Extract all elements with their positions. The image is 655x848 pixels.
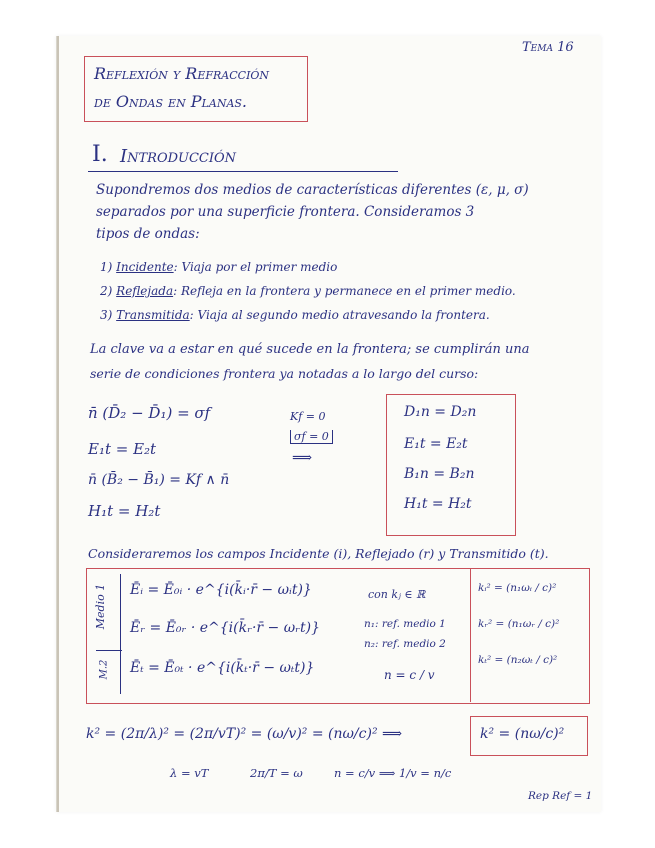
field-reflected: Ēᵣ = Ē₀ᵣ · e^{i(k̄ᵣ·r̄ − ωᵣt)} (130, 620, 321, 636)
list-number: 1) (100, 260, 113, 274)
medio2-label: M.2 (98, 659, 110, 680)
list-term: Reflejada (116, 284, 174, 298)
note-sigma: σf = 0 (290, 430, 333, 444)
page-margin-line (57, 36, 59, 812)
list-item (100, 308, 490, 322)
boundary-eq-3: n̄ (B̄₂ − B̄₁) = Kf ∧ n̄ (88, 472, 230, 488)
boundary-eq-4: H₁t = H₂t (88, 502, 161, 520)
fields-divider (470, 568, 471, 702)
list-item (100, 260, 337, 274)
key-line-2: serie de condiciones frontera ya notadas a lo largo del curso: (90, 366, 479, 381)
list-term: Incidente (116, 260, 174, 274)
condition-bn: B₁n = B₂n (404, 466, 475, 482)
medio-divider (120, 574, 121, 694)
note-n-def: n = c / v (384, 668, 435, 682)
condition-dn: D₁n = D₂n (404, 404, 477, 420)
section-title: Introducción (120, 146, 237, 167)
list-desc: : Refleja en la frontera y permanece en el primer medio. (173, 284, 516, 298)
note-kf: Kf = 0 (290, 410, 326, 423)
tema-label: Tema 16 (522, 40, 574, 55)
result-formula: k² = (nω/c)² (480, 726, 565, 742)
list-desc: : Viaja al segundo medio atravesando la frontera. (189, 308, 490, 322)
note-n1: n₁: ref. medio 1 (364, 618, 446, 630)
list-desc: : Viaja por el primer medio (173, 260, 338, 274)
k-incident: kᵢ² = (n₁ωᵢ / c)² (478, 582, 557, 594)
footer-ref: Rep Ref = 1 (528, 790, 593, 802)
sub-lambda: λ = vT (170, 766, 209, 780)
condition-et: E₁t = E₂t (404, 436, 468, 452)
section-underline (88, 171, 398, 172)
k-transmitted: kₜ² = (n₂ωₜ / c)² (478, 654, 558, 666)
note-n2: n₂: ref. medio 2 (364, 638, 446, 650)
intro-line-3: tipos de ondas: (96, 226, 200, 242)
section-number: I. (92, 142, 108, 167)
list-item (100, 284, 516, 298)
list-term: Transmitida (116, 308, 190, 322)
condition-ht: H₁t = H₂t (404, 496, 472, 512)
intro-line-2: separados por una superficie frontera. Consideramos 3 (96, 204, 475, 220)
list-number: 2) (100, 284, 113, 298)
intro-line-1: Supondremos dos medios de características diferentes (ε, μ, σ) (96, 182, 529, 198)
field-transmitted: Ēₜ = Ē₀ₜ · e^{i(k̄ₜ·r̄ − ωₜt)} (130, 660, 315, 676)
medio1-label: Medio 1 (94, 583, 108, 630)
boundary-eq-2: E₁t = E₂t (88, 440, 157, 458)
note-k-real: con kⱼ ∈ ℝ (368, 588, 426, 601)
key-line-1: La clave va a estar en qué sucede en la frontera; se cumplirán una (90, 342, 530, 357)
sub-omega: 2π/T = ω (250, 766, 303, 780)
sub-n: n = c/v ⟹ 1/v = n/c (334, 766, 452, 780)
boundary-eq-1: n̄ (D̄₂ − D̄₁) = σf (88, 404, 211, 422)
consider-line: Consideraremos los campos Incidente (i), Reflejado (r) y Transmitido (t). (88, 546, 549, 561)
field-incident: Ēᵢ = Ē₀ᵢ · e^{i(k̄ᵢ·r̄ − ωᵢt)} (130, 582, 312, 598)
title-line-2: de Ondas en Planas. (94, 92, 248, 111)
implies-arrow: ⟹ (292, 450, 313, 466)
k-derivation: k² = (2π/λ)² = (2π/vT)² = (ω/v)² = (nω/c)² ⟹ (86, 726, 403, 742)
k-reflected: kᵣ² = (n₁ωᵣ / c)² (478, 618, 560, 630)
medio-separator (96, 650, 122, 651)
list-number: 3) (100, 308, 113, 322)
title-line-1: Reflexión y Refracción (94, 64, 270, 83)
